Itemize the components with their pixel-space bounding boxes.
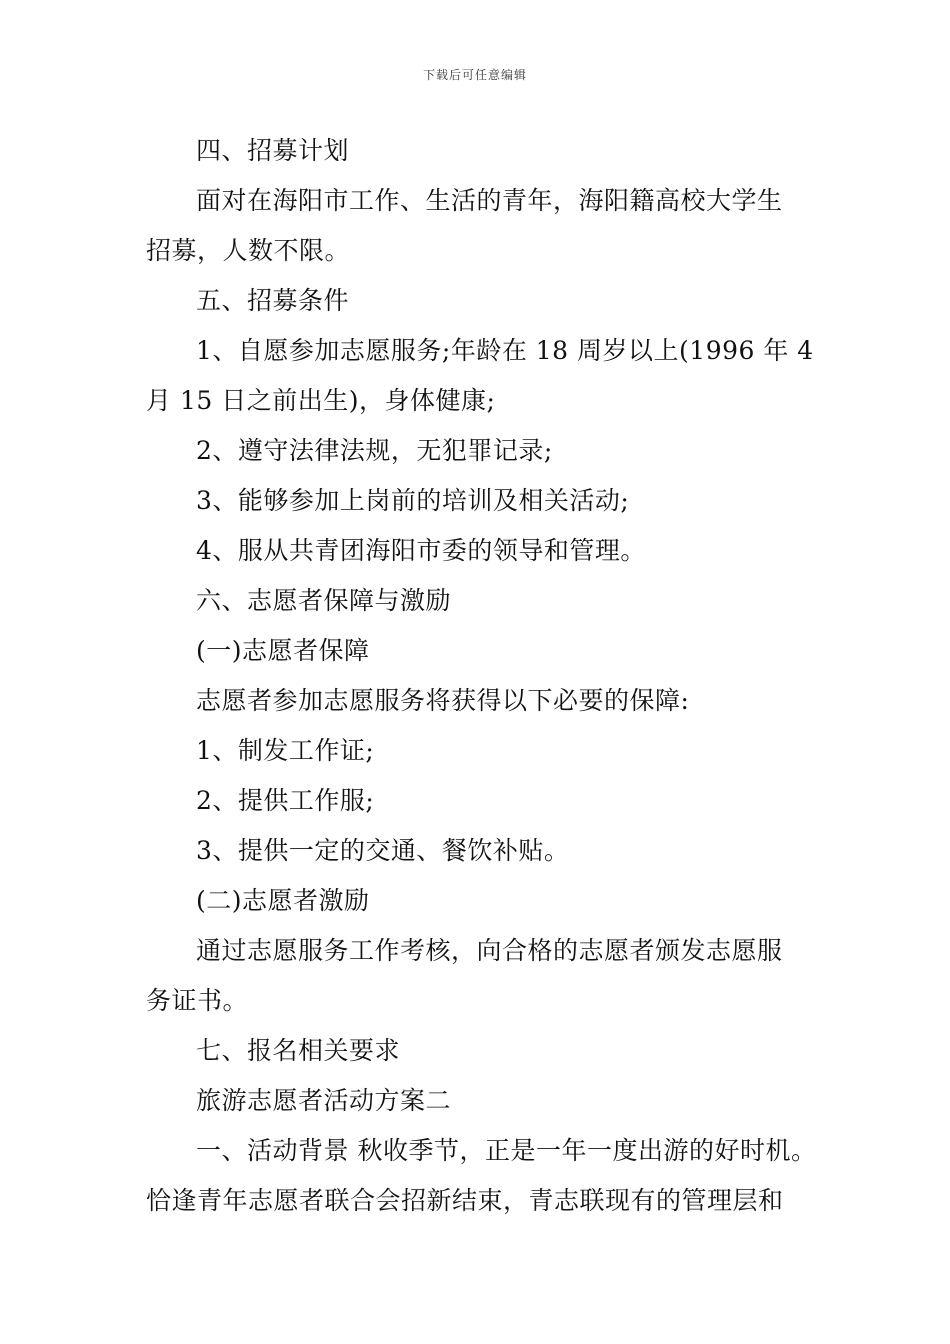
section-heading-guarantee-incentive: 六、志愿者保障与激励: [196, 586, 452, 615]
list-item: 4、服从共青团海阳市委的领导和管理。: [196, 536, 646, 565]
document-body: [146, 126, 818, 1226]
paragraph-line: 务证书。: [146, 986, 249, 1015]
paragraph-line: 通过志愿服务工作考核，向合格的志愿者颁发志愿服: [196, 936, 783, 965]
paragraph-line: 月 15 日之前出生)，身体健康;: [146, 386, 496, 415]
paragraph-line: 招募，人数不限。: [146, 236, 351, 265]
list-item: 2、遵守法律法规，无犯罪记录;: [196, 436, 553, 465]
paragraph-line: 一、活动背景 秋收季节，正是一年一度出游的好时机。: [196, 1136, 817, 1165]
section-heading-recruitment-plan: 四、招募计划: [196, 136, 350, 165]
paragraph-line: 面对在海阳市工作、生活的青年，海阳籍高校大学生: [196, 186, 783, 215]
section-heading-registration: 七、报名相关要求: [196, 1036, 401, 1065]
subsection-heading-incentive: (二)志愿者激励: [196, 886, 370, 915]
list-item: 1、自愿参加志愿服务;年龄在 18 周岁以上(1996 年 4: [196, 336, 814, 365]
document-subtitle: 旅游志愿者活动方案二: [196, 1086, 452, 1115]
list-item: 3、能够参加上岗前的培训及相关活动;: [196, 486, 630, 515]
page-header-note: 下载后可任意编辑: [422, 68, 527, 82]
section-heading-recruitment-conditions: 五、招募条件: [196, 286, 350, 315]
list-item: 1、制发工作证;: [196, 736, 375, 765]
list-item: 2、提供工作服;: [196, 786, 375, 815]
paragraph-line: 志愿者参加志愿服务将获得以下必要的保障:: [196, 686, 690, 715]
paragraph-line: 恰逢青年志愿者联合会招新结束，青志联现有的管理层和: [146, 1186, 784, 1215]
subsection-heading-guarantee: (一)志愿者保障: [196, 636, 370, 665]
list-item: 3、提供一定的交通、餐饮补贴。: [196, 836, 570, 865]
